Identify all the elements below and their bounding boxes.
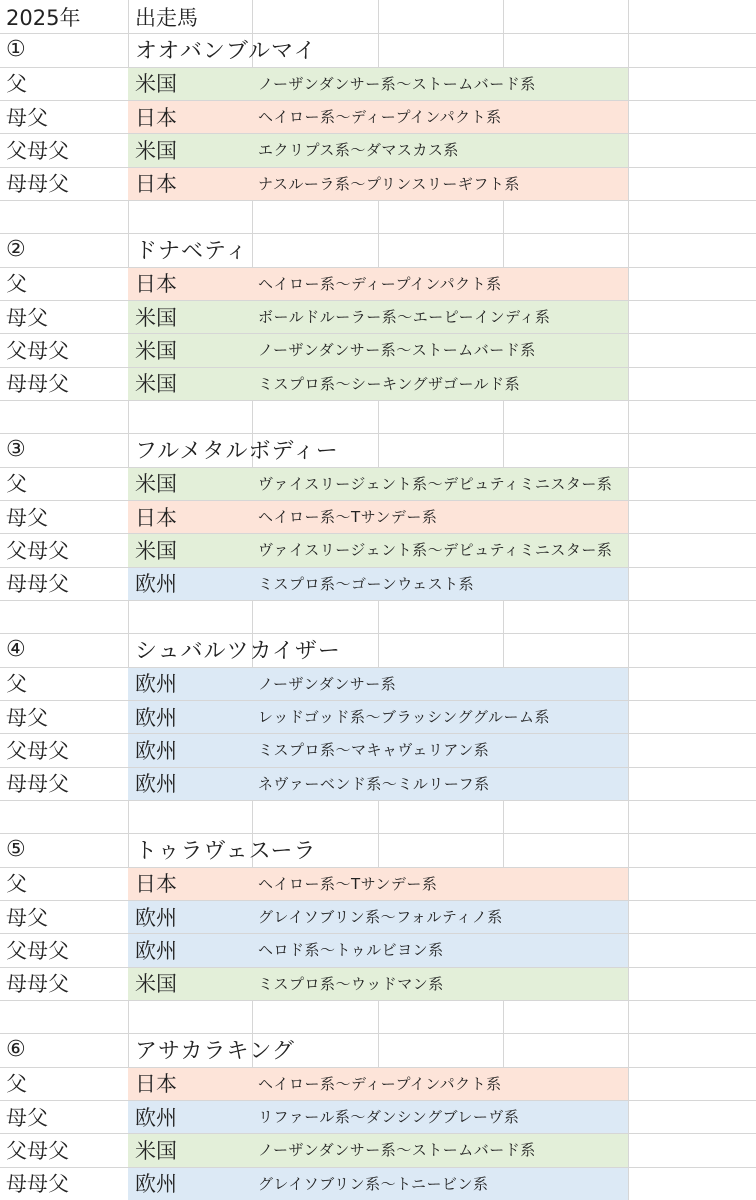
region-cell[interactable]: 欧州: [135, 738, 177, 763]
lineage-cell[interactable]: ミスプロ系〜ウッドマン系: [258, 974, 444, 993]
relation-label[interactable]: 父母父: [6, 138, 69, 163]
region-cell[interactable]: 欧州: [135, 705, 177, 730]
pedigree-row: [0, 567, 756, 600]
relation-label[interactable]: 父母父: [6, 938, 69, 963]
pedigree-row: [0, 900, 756, 933]
lineage-cell[interactable]: ミスプロ系〜マキャヴェリアン系: [258, 741, 490, 760]
relation-label[interactable]: 母母父: [6, 772, 69, 797]
pedigree-row: [0, 467, 756, 500]
horse-header-row: [0, 633, 756, 666]
lineage-cell[interactable]: ミスプロ系〜ゴーンウェスト系: [258, 574, 475, 593]
relation-label[interactable]: 父: [6, 72, 27, 97]
horse-header-row: [0, 233, 756, 266]
relation-label[interactable]: 父: [6, 272, 27, 297]
horse-number[interactable]: ③: [6, 437, 26, 463]
lineage-cell[interactable]: リファール系〜ダンシングブレーヴ系: [258, 1108, 520, 1127]
pedigree-row: [0, 133, 756, 166]
lineage-cell[interactable]: ボールドルーラー系〜エーピーインディ系: [258, 308, 551, 327]
lineage-cell[interactable]: レッドゴッド系〜ブラッシンググルーム系: [258, 708, 551, 727]
lineage-cell[interactable]: ノーザンダンサー系〜ストームバード系: [258, 1141, 536, 1160]
pedigree-row: [0, 100, 756, 133]
horse-name[interactable]: オオバンブルマイ: [135, 39, 317, 65]
relation-label[interactable]: 母母父: [6, 572, 69, 597]
lineage-cell[interactable]: ヴァイスリージェント系〜デピュティミニスター系: [258, 541, 613, 560]
lineage-cell[interactable]: ネヴァーベンド系〜ミルリーフ系: [258, 774, 490, 793]
horse-header-row: [0, 1033, 756, 1066]
region-cell[interactable]: 日本: [135, 105, 177, 130]
region-cell[interactable]: 日本: [135, 272, 177, 297]
lineage-cell[interactable]: ヘイロー系〜ディープインパクト系: [258, 274, 502, 293]
pedigree-row: [0, 500, 756, 533]
pedigree-row: [0, 167, 756, 200]
region-cell[interactable]: 米国: [135, 305, 177, 330]
pedigree-row: [0, 767, 756, 800]
region-cell[interactable]: 欧州: [135, 672, 177, 697]
pedigree-row: [0, 967, 756, 1000]
grid-row-line: [0, 600, 756, 601]
grid-row-line: [0, 200, 756, 201]
lineage-cell[interactable]: ヘイロー系〜Tサンデー系: [258, 508, 438, 527]
region-cell[interactable]: 米国: [135, 72, 177, 97]
relation-label[interactable]: 母母父: [6, 372, 69, 397]
pedigree-row: [0, 733, 756, 766]
region-cell[interactable]: 欧州: [135, 905, 177, 930]
region-cell[interactable]: 欧州: [135, 938, 177, 963]
lineage-cell[interactable]: ヘイロー系〜ディープインパクト系: [258, 1074, 502, 1093]
horse-header-row: [0, 833, 756, 866]
lineage-cell[interactable]: エクリプス系〜ダマスカス系: [258, 141, 459, 160]
year-cell[interactable]: 2025年: [6, 5, 81, 30]
region-cell[interactable]: 欧州: [135, 572, 177, 597]
relation-label[interactable]: 母父: [6, 105, 48, 130]
relation-label[interactable]: 父: [6, 472, 27, 497]
pedigree-row: [0, 667, 756, 700]
grid-row-line: [0, 800, 756, 801]
relation-label[interactable]: 母父: [6, 905, 48, 930]
pedigree-row: [0, 1100, 756, 1133]
region-cell[interactable]: 米国: [135, 338, 177, 363]
lineage-cell[interactable]: ノーザンダンサー系: [258, 674, 397, 693]
relation-label[interactable]: 父母父: [6, 738, 69, 763]
grid-row-line: [0, 1000, 756, 1001]
lineage-cell[interactable]: ヘイロー系〜ディープインパクト系: [258, 108, 502, 127]
horse-number[interactable]: ②: [6, 237, 26, 263]
relation-label[interactable]: 母母父: [6, 1172, 69, 1197]
lineage-cell[interactable]: ヴァイスリージェント系〜デピュティミニスター系: [258, 474, 613, 493]
lineage-cell[interactable]: グレイソブリン系〜フォルティノ系: [258, 908, 503, 927]
lineage-cell[interactable]: ナスルーラ系〜プリンスリーギフト系: [258, 174, 520, 193]
pedigree-row: [0, 267, 756, 300]
relation-label[interactable]: 父: [6, 1072, 27, 1097]
title-cell[interactable]: 出走馬: [135, 5, 198, 30]
horse-header-row: [0, 433, 756, 466]
horse-number[interactable]: ⑥: [6, 1037, 26, 1063]
region-cell[interactable]: 日本: [135, 505, 177, 530]
relation-label[interactable]: 母父: [6, 505, 48, 530]
horse-number[interactable]: ⑤: [6, 837, 26, 863]
relation-label[interactable]: 父母父: [6, 1138, 69, 1163]
pedigree-row: [0, 300, 756, 333]
region-cell[interactable]: 日本: [135, 872, 177, 897]
region-cell[interactable]: 欧州: [135, 772, 177, 797]
lineage-cell[interactable]: ヘイロー系〜Tサンデー系: [258, 874, 438, 893]
lineage-cell[interactable]: ノーザンダンサー系〜ストームバード系: [258, 74, 536, 93]
relation-label[interactable]: 母父: [6, 705, 48, 730]
relation-label[interactable]: 父: [6, 672, 27, 697]
pedigree-row: [0, 1133, 756, 1166]
region-cell[interactable]: 欧州: [135, 1105, 177, 1130]
region-cell[interactable]: 欧州: [135, 1172, 177, 1197]
region-cell[interactable]: 米国: [135, 472, 177, 497]
grid-row-line: [0, 400, 756, 401]
region-cell[interactable]: 米国: [135, 1138, 177, 1163]
pedigree-row: [0, 333, 756, 366]
region-cell[interactable]: 日本: [135, 1072, 177, 1097]
relation-label[interactable]: 母母父: [6, 972, 69, 997]
pedigree-row: [0, 367, 756, 400]
lineage-cell[interactable]: ヘロド系〜トゥルビヨン系: [258, 941, 444, 960]
lineage-cell[interactable]: ミスプロ系〜シーキングザゴールド系: [258, 374, 521, 393]
pedigree-row: [0, 867, 756, 900]
horse-name[interactable]: アサカラキング: [135, 1039, 295, 1065]
relation-label[interactable]: 父: [6, 872, 27, 897]
region-cell[interactable]: 米国: [135, 138, 177, 163]
lineage-cell[interactable]: ノーザンダンサー系〜ストームバード系: [258, 341, 536, 360]
horse-header-row: [0, 33, 756, 66]
pedigree-row: [0, 1167, 756, 1200]
horse-number[interactable]: ①: [6, 37, 26, 63]
horse-name[interactable]: フルメタルボディー: [135, 439, 339, 465]
relation-label[interactable]: 母父: [6, 305, 48, 330]
region-cell[interactable]: 米国: [135, 372, 177, 397]
horse-name[interactable]: トゥラヴェスーラ: [135, 839, 317, 865]
pedigree-row: [0, 67, 756, 100]
relation-label[interactable]: 母母父: [6, 172, 69, 197]
relation-label[interactable]: 父母父: [6, 338, 69, 363]
pedigree-row: [0, 933, 756, 966]
relation-label[interactable]: 父母父: [6, 538, 69, 563]
relation-label[interactable]: 母父: [6, 1105, 48, 1130]
horse-name[interactable]: ドナベティ: [135, 239, 249, 265]
pedigree-row: [0, 1067, 756, 1100]
region-cell[interactable]: 米国: [135, 538, 177, 563]
horse-name[interactable]: シュバルツカイザー: [135, 639, 341, 665]
pedigree-row: [0, 700, 756, 733]
horse-number[interactable]: ④: [6, 637, 26, 663]
region-cell[interactable]: 米国: [135, 972, 177, 997]
pedigree-row: [0, 533, 756, 566]
region-cell[interactable]: 日本: [135, 172, 177, 197]
lineage-cell[interactable]: グレイソブリン系〜トニービン系: [258, 1174, 489, 1193]
